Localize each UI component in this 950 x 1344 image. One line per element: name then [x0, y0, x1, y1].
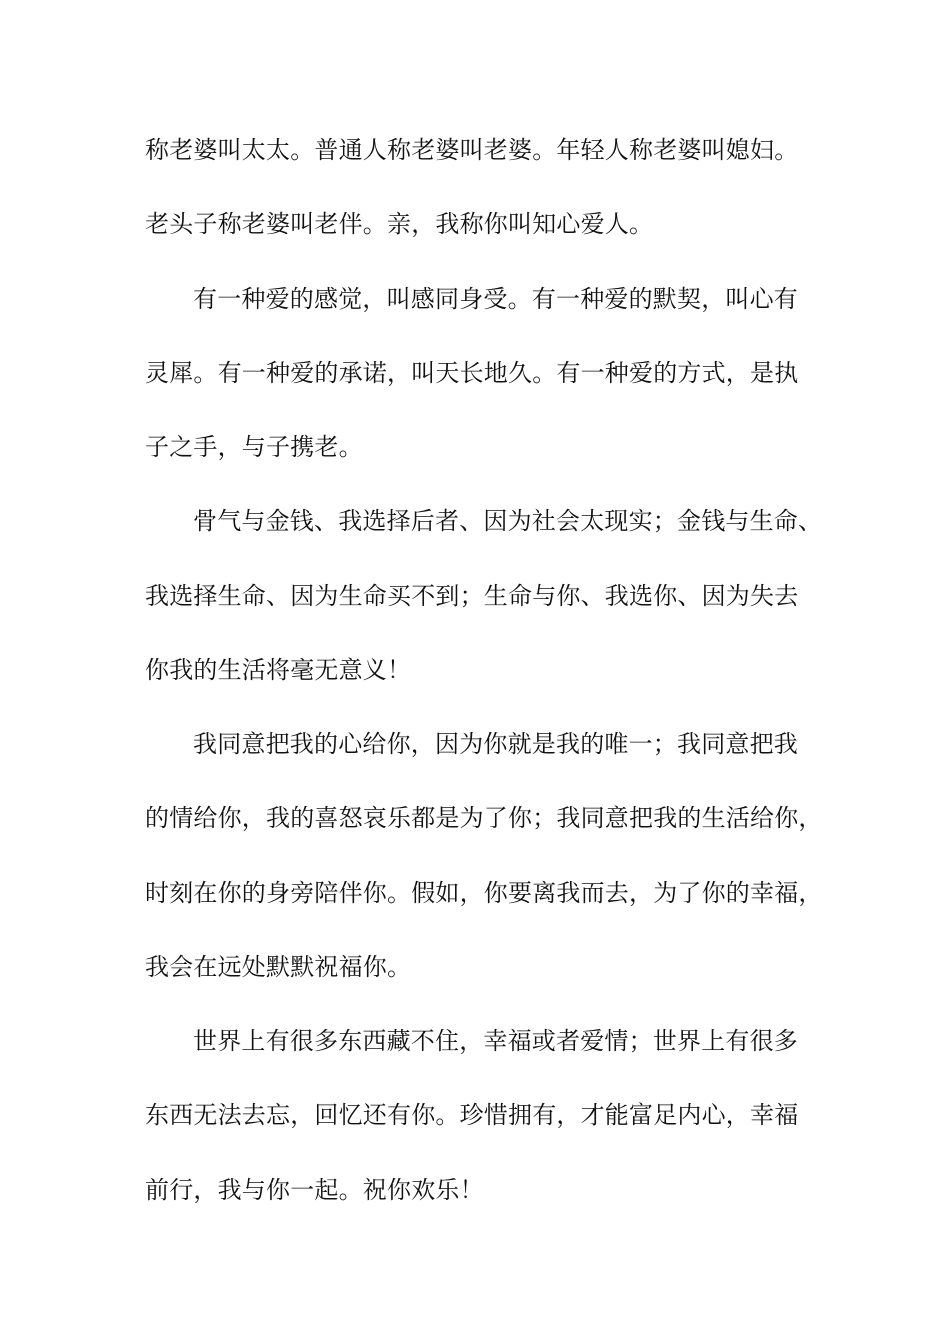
paragraph-first-line: 有一种爱的感觉，叫感同身受。有一种爱的默契，叫心有: [193, 285, 798, 313]
text-line: 的情给你，我的喜怒哀乐都是为了你；我同意把我的生活给你，: [145, 804, 823, 832]
paragraph-first-line: 骨气与金钱、我选择后者、因为社会太现实；金钱与生命、: [193, 507, 823, 535]
text-line: 灵犀。有一种爱的承诺，叫天长地久。有一种爱的方式，是执: [145, 359, 799, 387]
text-line: 老头子称老婆叫老伴。亲，我称你叫知心爱人。: [145, 210, 654, 238]
paragraph-first-line: 我同意把我的心给你，因为你就是我的唯一；我同意把我: [193, 730, 798, 758]
text-line: 称老婆叫太太。普通人称老婆叫老婆。年轻人称老婆叫媳妇。: [145, 136, 799, 164]
text-line: 你我的生活将毫无意义！: [145, 656, 412, 684]
text-line: 前行，我与你一起。祝你欢乐！: [145, 1176, 484, 1204]
text-line: 子之手，与子携老。: [145, 433, 363, 461]
paragraph-first-line: 世界上有很多东西藏不住，幸福或者爱情；世界上有很多: [193, 1027, 798, 1055]
text-line: 我会在远处默默祝福你。: [145, 953, 412, 981]
text-line: 时刻在你的身旁陪伴你。假如，你要离我而去，为了你的幸福，: [145, 879, 823, 907]
text-line: 我选择生命、因为生命买不到；生命与你、我选你、因为失去: [145, 582, 799, 610]
text-line: 东西无法去忘，回忆还有你。珍惜拥有，才能富足内心，幸福: [145, 1101, 799, 1129]
